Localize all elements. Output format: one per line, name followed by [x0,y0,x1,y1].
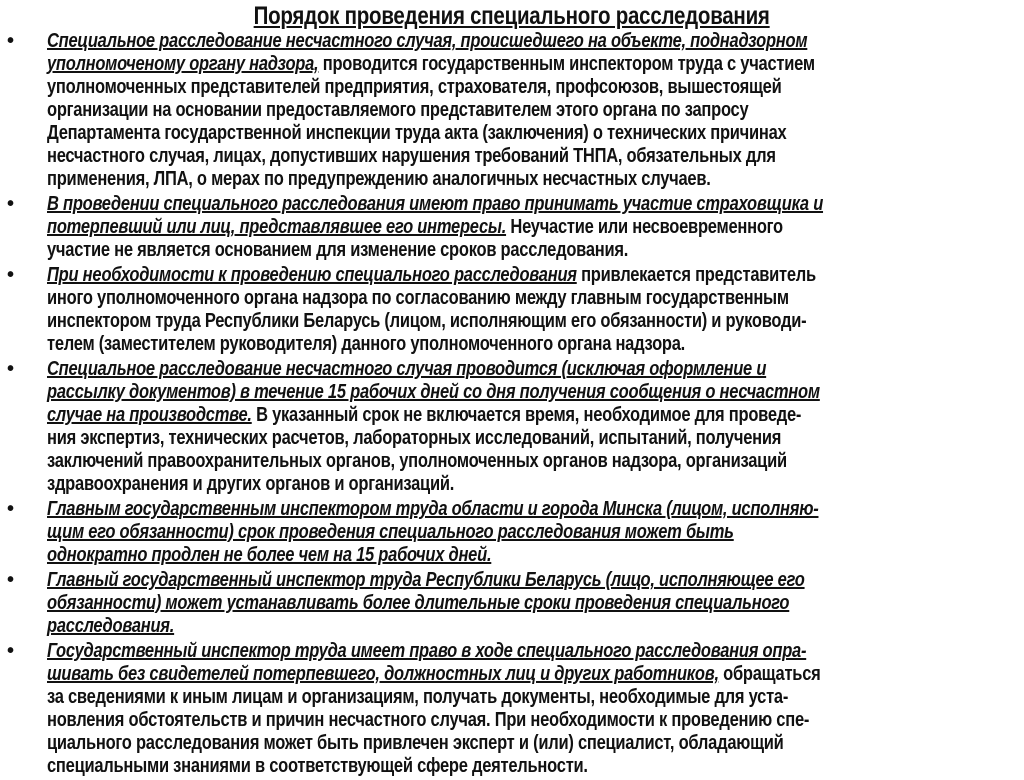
emphasized-text: Государственный инспектор труда имеет право в ходе специального расследования опра- [47,640,807,662]
body-text: инспектором труда Республики Беларусь (лицом, исполняющим его обязанности) и руководи- [47,310,807,332]
body-text: телем (заместителем руководителя) данного уполномоченного органа надзора. [47,333,686,355]
slide-title-wrap [0,2,1024,31]
text-line [47,333,1012,356]
bullet-item [0,264,1024,356]
text-line [47,404,1012,427]
body-text: привлекается представитель [576,264,816,286]
text-line [47,310,1012,333]
emphasized-text: шивать без свидетелей потерпевшего, должностных лиц и других работников, [47,663,719,685]
emphasized-text: расследования. [47,615,175,637]
bullet-dot-icon: • [7,30,15,52]
emphasized-text: В проведении специального расследования имеют право принимать участие страховщика и [47,193,824,215]
text-line [47,615,1012,638]
bullet-text [47,358,1012,496]
text-line [47,30,1012,53]
body-text: Департамента государственной инспекции труда акта (заключения) о технических причинах [47,122,787,144]
bullet-item [0,30,1024,191]
emphasized-text: случае на производстве. [47,404,252,426]
text-line [47,145,1012,168]
bullet-dot-icon: • [7,264,15,286]
emphasized-text: щим его обязанности) срок проведения специального расследования может быть [47,521,734,543]
emphasized-text: Главным государственным инспектором труда области и города Минска (лицом, исполняю- [47,498,819,520]
body-text: заключений правоохранительных органов, уполномоченных органов надзора, организаций [47,450,787,472]
text-line [47,193,1012,216]
text-line [47,732,1012,755]
bullet-dot-icon: • [7,358,15,380]
body-text: за сведениями к иным лицам и организациям, получать документы, необходимые для уста- [47,686,789,708]
body-text: участие не является основанием для изменение сроков расследования. [47,239,629,261]
bullet-dot-icon: • [7,193,15,215]
body-text: циального расследования может быть привлечен эксперт и (или) специалист, обладающий [47,732,784,754]
body-text: уполномоченных представителей предприятия, страхователя, профсоюзов, вышестоящей [47,76,782,98]
bullet-dot-icon: • [7,569,15,591]
slide-title: Порядок проведения специального расследования [253,2,771,30]
emphasized-text: обязанности) может устанавливать более длительные сроки проведения специального [47,592,790,614]
emphasized-text: Главный государственный инспектор труда Республики Беларусь (лицо, исполняющее его [47,569,805,591]
body-text: ния экспертиз, технических расчетов, лабораторных исследований, испытаний, получения [47,427,782,449]
text-line [47,53,1012,76]
bullet-text [47,193,1012,262]
body-text: В указанный срок не включается время, необходимое для проведе- [251,404,802,426]
text-line [47,521,1012,544]
text-line [47,686,1012,709]
body-text: обращаться [718,663,821,685]
emphasized-text: Специальное расследование несчастного случая, происшедшего на объекте, поднадзорном [47,30,808,52]
text-line [47,544,1012,567]
text-line [47,663,1012,686]
text-line [47,450,1012,473]
text-line [47,358,1012,381]
bullet-dot-icon: • [7,498,15,520]
body-text: Неучастие или несвоевременного [506,216,783,238]
text-line [47,76,1012,99]
body-text: здравоохранения и других органов и организаций. [47,473,455,495]
body-text: новления обстоятельств и причин несчастного случая. При необходимости к проведению спе- [47,709,810,731]
bullet-dot-icon: • [7,640,15,662]
text-line [47,640,1012,663]
bullet-text [47,640,1012,778]
emphasized-text: однократно продлен не более чем на 15 рабочих дней. [47,544,492,566]
bullet-text [47,498,1012,567]
text-line [47,498,1012,521]
text-line [47,473,1012,496]
bullet-item [0,358,1024,496]
bullet-text [47,569,1012,638]
text-line [47,569,1012,592]
text-line [47,99,1012,122]
body-text: организации на основании предоставляемого представителем этого органа по запросу [47,99,749,121]
text-line [47,264,1012,287]
body-text: специальными знаниями в соответствующей сфере деятельности. [47,755,588,777]
bullet-item [0,640,1024,778]
text-line [47,427,1012,450]
body-text: применения, ЛПА, о мерах по предупреждению аналогичных несчастных случаев. [47,168,711,190]
text-line [47,287,1012,310]
text-line [47,168,1012,191]
emphasized-text: рассылку документов) в течение 15 рабочих дней со дня получения сообщения о несчастном [47,381,820,403]
text-line [47,381,1012,404]
bullet-item [0,498,1024,567]
text-line [47,122,1012,145]
text-line [47,592,1012,615]
bullet-item [0,193,1024,262]
emphasized-text: потерпевший или лиц, представлявшее его интересы. [47,216,507,238]
bullet-text [47,264,1012,356]
body-text: иного уполномоченного органа надзора по согласованию между главным государственным [47,287,789,309]
emphasized-text: При необходимости к проведению специального расследования [47,264,577,286]
emphasized-text: уполномоченому органу надзора, [47,53,319,75]
text-line [47,216,1012,239]
body-text: несчастного случая, лицах, допустивших нарушения требований ТНПА, обязательных для [47,145,776,167]
text-line [47,709,1012,732]
bullet-list [0,30,1024,780]
body-text: проводится государственным инспектором труда с участием [318,53,815,75]
emphasized-text: Специальное расследование несчастного случая проводится (исключая оформление и [47,358,767,380]
text-line [47,239,1012,262]
bullet-text [47,30,1012,191]
bullet-item [0,569,1024,638]
